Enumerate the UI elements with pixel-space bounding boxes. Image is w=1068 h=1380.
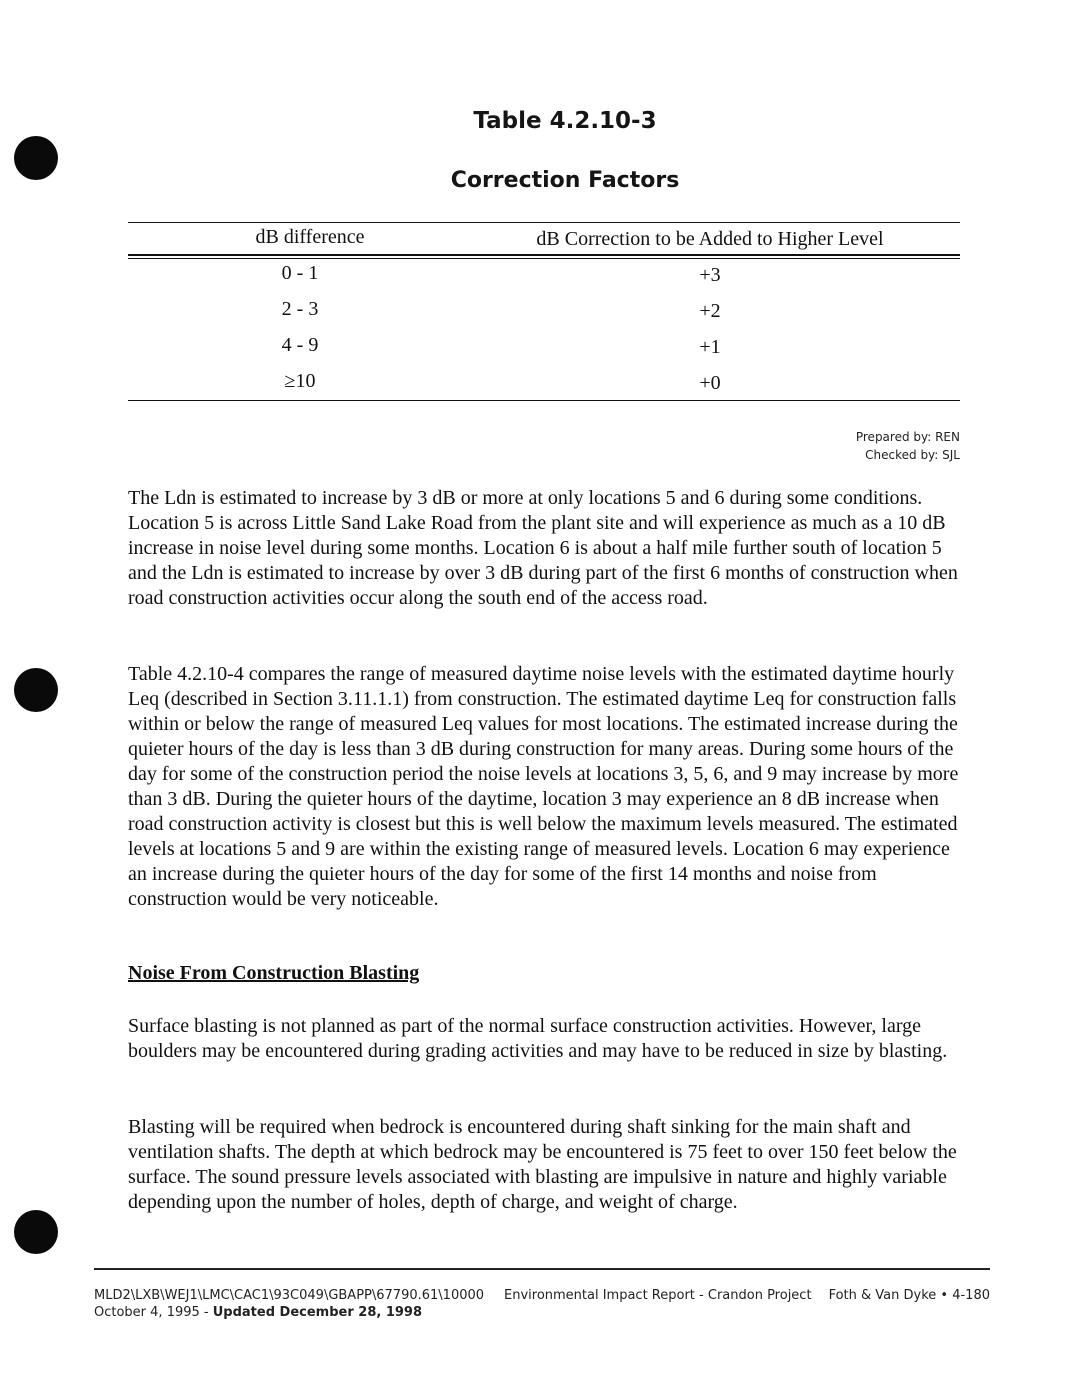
paragraph-ldn-increase: The Ldn is estimated to increase by 3 dB or more at only locations 5 and 6 during some conditions. Location 5 is across Little Sand Lake Road from the plant site and will experience as much as a 10 dB increase in noise level during some months. Location 6 is about a half mile further south of location 5 and the Ldn is estimated to increase by over 3 dB during part of the first 6 months of construction when road construction activities occur along the south end of the access road. [128, 487, 958, 609]
paragraph-surface-blasting: Surface blasting is not planned as part of the normal surface construction activities. However, large boulders may be encountered during grading activities and may have to be reduced in size by blasting. [128, 1015, 948, 1062]
table-cell-correction: +2 [699, 300, 721, 322]
table-header-db-difference: dB difference [255, 226, 365, 248]
table-cell-difference: 2 - 3 [281, 298, 319, 320]
paragraph-bedrock-blasting: Blasting will be required when bedrock is encountered during shaft sinking for the main shaft and ventilation shafts. The depth at which bedrock may be encountered is 75 feet to over 150 feet below the surface. The sound pressure levels associated with blasting are impulsive in nature and highly variable depending upon the number of holes, depth of charge, and weight of charge. [128, 1116, 957, 1213]
binder-hole-bottom [14, 1210, 58, 1254]
table-cell-difference: 0 - 1 [281, 262, 319, 284]
table-cell-difference: ≥10 [284, 370, 316, 392]
footer-rule [94, 1268, 990, 1270]
section-heading-blasting: Noise From Construction Blasting [128, 962, 420, 984]
table-header-rule [128, 254, 960, 256]
table-cell-difference: 4 - 9 [281, 334, 319, 356]
table-header-rule-2 [128, 258, 960, 259]
table-cell-correction: +0 [699, 372, 721, 394]
footer-date-updated: Updated December 28, 1998 [212, 1305, 423, 1320]
checked-by: Checked by: SJL [865, 448, 960, 462]
table-top-rule [128, 222, 960, 223]
footer-date [94, 1304, 484, 1321]
table-header-correction: dB Correction to be Added to Higher Level [536, 228, 884, 250]
paragraph-table-comparison: Table 4.2.10-4 compares the range of measured daytime noise levels with the estimated daytime hourly Leq (described in Section 3.11.1.1) from construction. The estimated daytime Leq for construction falls within or below the range of measured Leq values for most locations. The estimated increase during the quieter hours of the day is less than 3 dB during construction for many areas. During some hours of the day for some of the construction period the noise levels at locations 3, 5, 6, and 9 may increase by more than 3 dB. During the quieter hours of the daytime, location 3 may experience an 8 dB increase when road construction activity is closest but this is well below the maximum levels measured. The estimated levels at locations 5 and 9 are within the existing range of measured levels. Location 6 may experience an increase during the quieter hours of the day for some of the first 14 months and noise from construction would be very noticeable. [128, 663, 959, 910]
table-subtitle: Correction Factors [450, 168, 680, 193]
table-bottom-rule [128, 400, 960, 401]
prepared-by: Prepared by: REN [855, 430, 960, 444]
prepared-checked-block [856, 428, 960, 464]
table-title: Table 4.2.10-3 [473, 108, 657, 134]
binder-hole-middle [14, 668, 58, 712]
footer-report-title: Environmental Impact Report - Crandon Project [504, 1288, 812, 1303]
table-cell-correction: +3 [699, 264, 721, 286]
footer-page-number: Foth & Van Dyke • 4-180 [828, 1288, 990, 1303]
footer-date-prefix: October 4, 1995 - [94, 1305, 213, 1320]
footer-left [94, 1287, 484, 1321]
footer-path: MLD2\LXB\WEJ1\LMC\CAC1\93C049\GBAPP\67790.61\10000 [94, 1288, 485, 1303]
table-cell-correction: +1 [699, 336, 721, 358]
